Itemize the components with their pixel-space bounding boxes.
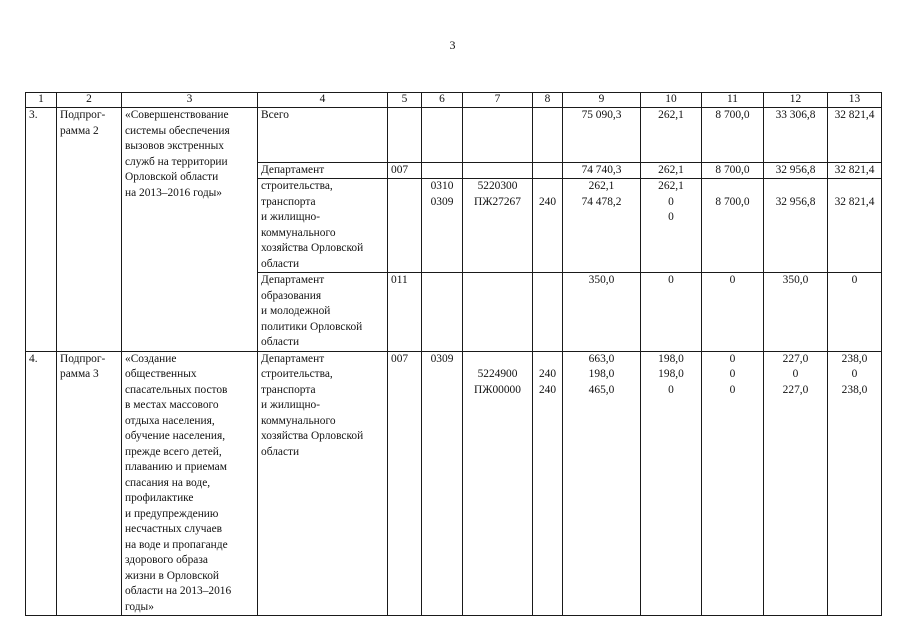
col-number: 11 — [702, 93, 764, 108]
col-number: 12 — [764, 93, 828, 108]
col-number: 8 — [533, 93, 563, 108]
section-code: 0310 0309 — [430, 180, 454, 208]
amount-cell: 350,0 — [563, 273, 641, 352]
col-number: 6 — [422, 93, 463, 108]
amount-cell: 8 700,0 — [715, 195, 750, 208]
dept-name-first: Департамент — [258, 163, 387, 179]
col-number: 2 — [57, 93, 122, 108]
amount-cell: 663,0 198,0 465,0 — [563, 351, 641, 616]
col-number: 5 — [388, 93, 422, 108]
amount-cell: 32 956,8 — [764, 163, 827, 179]
amount-cell: 0 — [702, 273, 764, 352]
col-number: 13 — [828, 93, 882, 108]
col-number: 4 — [258, 93, 388, 108]
amount-cell: 198,0 198,0 0 — [641, 351, 702, 616]
table-row — [26, 351, 882, 616]
section-code: 0309 — [422, 351, 463, 616]
col-number: 3 — [122, 93, 258, 108]
col-number: 1 — [26, 93, 57, 108]
target-code: 5220300 ПЖ27267 — [474, 180, 521, 208]
amount-cell: 0 — [641, 273, 702, 352]
dept-code: 007 — [388, 351, 422, 616]
amount-cell: 227,0 0 227,0 — [764, 351, 828, 616]
amount-cell: 0 — [828, 273, 882, 352]
amount-cell: 0 0 0 — [702, 351, 764, 616]
amount-cell: 8 700,0 — [702, 163, 763, 179]
subprogram-label: Подпрог- рамма 3 — [57, 351, 122, 616]
amount-cell: 238,0 0 238,0 — [828, 351, 882, 616]
row-number: 4. — [26, 351, 57, 616]
dept-name: Департамент образования и молодежной политики Орловской области — [258, 273, 388, 352]
total-label: Всего — [258, 108, 388, 163]
amount-cell: 262,1 0 0 — [658, 180, 684, 223]
column-number-row — [26, 93, 882, 108]
amount-cell: 350,0 — [764, 273, 828, 352]
subprogram-title: «Совершенствование системы обеспечения вызовов экстренных служб на территории Орловской области на 2013–2016 годы» — [122, 108, 258, 352]
amount-cell: 32 821,4 — [834, 195, 875, 208]
amount-cell: 262,1 — [641, 163, 701, 179]
amount-cell: 32 956,8 — [775, 195, 816, 208]
dept-name-rest: строительства, транспорта и жилищно- коммунального хозяйства Орловской области — [261, 180, 364, 270]
budget-table-wrapper — [25, 92, 881, 616]
expense-type: 240 240 — [533, 351, 563, 616]
table-row — [26, 108, 882, 163]
dept-code: 011 — [388, 273, 422, 352]
amount-cell: 74 740,3 — [563, 163, 640, 179]
amount-cell: 262,1 74 478,2 — [581, 180, 622, 208]
col-number: 7 — [463, 93, 533, 108]
total-cell: 8 700,0 — [702, 108, 764, 163]
total-cell: 32 821,4 — [828, 108, 882, 163]
dept-code: 007 — [388, 163, 421, 179]
row-number: 3. — [26, 108, 57, 352]
expense-type: 240 — [538, 195, 557, 208]
dept-name: Департамент строительства, транспорта и жилищно- коммунального хозяйства Орловской области — [258, 351, 388, 616]
page-number: 3 — [449, 38, 456, 52]
total-cell: 75 090,3 — [563, 108, 641, 163]
col-number: 10 — [641, 93, 702, 108]
total-cell: 33 306,8 — [764, 108, 828, 163]
amount-cell: 32 821,4 — [828, 163, 881, 179]
subprogram-label: Подпрог- рамма 2 — [57, 108, 122, 352]
total-cell: 262,1 — [641, 108, 702, 163]
budget-table — [25, 92, 882, 616]
target-code: 5224900 ПЖ00000 — [463, 351, 533, 616]
col-number: 9 — [563, 93, 641, 108]
subprogram-title: «Создание общественных спасательных постов в местах массового отдыха населения, обучение населения, прежде всего детей, плаванию и приемам спасания на воде, профилактике и предупреждению несчастных случаев на воде и пропаганде здорового образа жизни в Орловской области на 2013–2016 годы» — [122, 351, 258, 616]
